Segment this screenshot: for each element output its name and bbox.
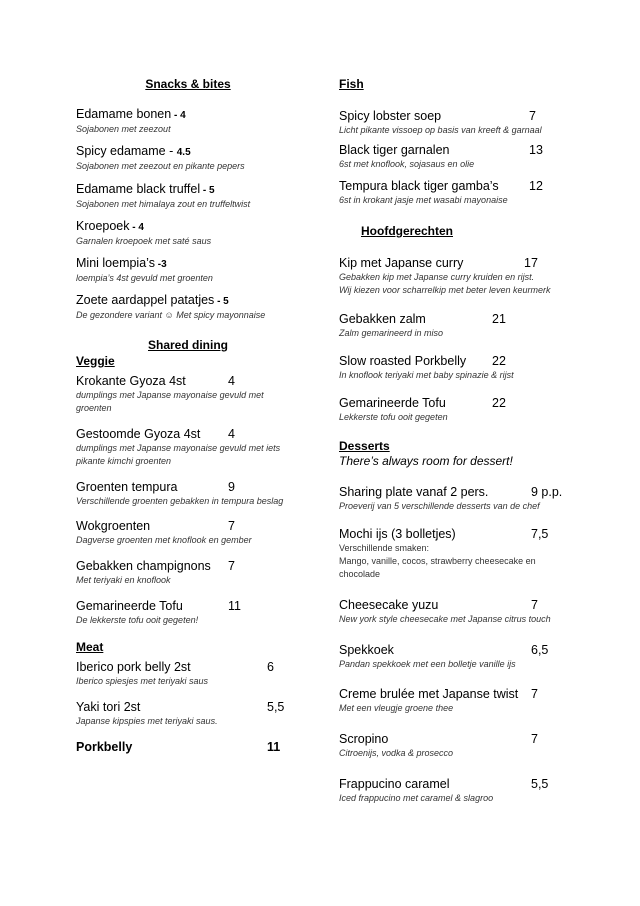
item-name: Iberico pork belly 2st (76, 660, 191, 674)
item-name: Spicy edamame - (76, 144, 177, 158)
item-name: Mini loempia’s (76, 256, 155, 270)
item-description: Mango, vanille, cocos, strawberry cheesecake en (339, 556, 536, 566)
item-price: 5,5 (531, 777, 549, 791)
item-name: Mochi ijs (3 bolletjes) (339, 527, 456, 541)
menu-item (76, 256, 213, 285)
item-description: pikante kimchi groenten (76, 456, 172, 466)
item-price: 7 (228, 519, 235, 533)
item-description: Sojabonen met zeezout (76, 124, 171, 134)
item-description: Iced frappucino met caramel & slagroo (339, 793, 494, 803)
menu-item (339, 109, 542, 137)
subheading-veggie: Veggie (76, 354, 115, 368)
item-description: In knoflook teriyaki met baby spinazie & rijst (339, 370, 514, 380)
item-price: 12 (529, 179, 543, 193)
item-price: 11 (228, 599, 241, 613)
menu-item (339, 354, 514, 382)
item-description: Iberico spiesjes met teriyaki saus (76, 676, 209, 686)
item-name: Gebakken zalm (339, 312, 426, 326)
item-description: Licht pikante vissoep op basis van kreeft & garnaal (339, 125, 542, 135)
item-price: 7 (531, 732, 538, 746)
item-name: Black tiger garnalen (339, 143, 450, 157)
item-description: Verschillende groenten gebakken in tempura beslag (76, 496, 284, 506)
item-description: Japanse kipspies met teriyaki saus. (76, 716, 218, 726)
section-heading-desserts: Desserts (339, 439, 390, 453)
section-heading-hoofdgerechten: Hoofdgerechten (360, 224, 454, 238)
item-name: Edamame black truffel (76, 182, 201, 196)
item-price: 21 (492, 312, 506, 326)
menu-item (76, 660, 274, 688)
item-description: Verschillende smaken: (339, 543, 430, 553)
menu-item (76, 740, 281, 755)
item-description: Pandan spekkoek met een bolletje vanille ijs (339, 659, 516, 669)
menu-item (339, 732, 538, 760)
item-name: Sharing plate vanaf 2 pers. (339, 485, 489, 499)
menu-item (76, 559, 235, 587)
menu-item (339, 687, 538, 715)
menu-item (339, 143, 543, 171)
item-name: Creme brulée met Japanse twist (339, 687, 519, 701)
menu-item (76, 700, 285, 728)
item-price: 11 (267, 740, 281, 754)
item-description: Garnalen kroepoek met saté saus (76, 236, 212, 246)
menu-item (339, 179, 543, 207)
item-name: Edamame bonen (76, 107, 172, 121)
menu-item (339, 396, 506, 424)
menu-item (76, 374, 264, 415)
item-price: 4.5 (176, 147, 191, 158)
item-description: 6st in krokant jasje met wasabi mayonaise (339, 195, 508, 205)
item-description: Gebakken kip met Japanse curry kruiden en rijst. (339, 272, 535, 282)
item-description: Sojabonen met himalaya zout en truffeltwist (76, 199, 251, 209)
item-name: Porkbelly (76, 740, 133, 754)
item-price: 22 (492, 396, 506, 410)
menu-item (339, 256, 551, 297)
item-name: Spicy lobster soep (339, 109, 442, 123)
item-name: Kip met Japanse curry (339, 256, 464, 270)
item-description: Dagverse groenten met knoflook en gember (76, 535, 252, 545)
item-price: - 5 (200, 185, 215, 196)
item-price: 9 p.p. (531, 485, 563, 499)
item-description: De lekkerste tofu ooit gegeten! (76, 615, 199, 625)
item-price: - 4 (171, 110, 186, 121)
item-description: New york style cheesecake met Japanse citrus touch (339, 614, 551, 624)
menu-item (76, 219, 211, 248)
menu-item (76, 293, 265, 322)
item-name: Krokante Gyoza 4st (76, 374, 186, 388)
item-description: Zalm gemarineerd in miso (339, 328, 444, 338)
item-price: -3 (154, 259, 167, 270)
item-description: De gezondere variant ☺ Met spicy mayonnaise (76, 310, 266, 320)
item-description: Lekkerste tofu ooit gegeten (339, 412, 448, 422)
item-description: Proeverij van 5 verschillende desserts van de chef (339, 501, 540, 511)
item-description: dumplings met Japanse mayonaise gevuld met (76, 390, 264, 400)
subheading-meat: Meat (76, 640, 104, 654)
item-description: Sojabonen met zeezout en pikante pepers (76, 161, 245, 171)
menu-item (339, 643, 549, 671)
item-name: Spekkoek (339, 643, 394, 657)
item-price: 7 (228, 559, 235, 573)
item-description: groenten (76, 403, 112, 413)
dessert-tagline: There’s always room for dessert! (339, 454, 513, 468)
item-description: 6st met knoflook, sojasaus en olie (339, 159, 475, 169)
item-price: 4 (228, 374, 235, 388)
item-description: chocolade (339, 569, 381, 579)
item-name: Gestoomde Gyoza 4st (76, 427, 201, 441)
menu-item (339, 312, 506, 340)
item-price: 5,5 (267, 700, 285, 714)
item-price: 7 (529, 109, 536, 123)
item-name: Gebakken champignons (76, 559, 211, 573)
menu-item (339, 777, 549, 805)
item-price: - 4 (129, 222, 144, 233)
menu-item (76, 599, 241, 627)
item-name: Cheesecake yuzu (339, 598, 439, 612)
item-price: - 5 (214, 296, 229, 307)
item-name: Groenten tempura (76, 480, 178, 494)
menu-item (76, 480, 283, 508)
item-price: 7,5 (531, 527, 549, 541)
section-heading-shared-dining: Shared dining (147, 338, 229, 352)
item-name: Wokgroenten (76, 519, 151, 533)
menu-item (76, 107, 186, 136)
item-price: 17 (524, 256, 538, 270)
item-name: Gemarineerde Tofu (339, 396, 446, 410)
menu-item (76, 182, 250, 211)
menu-item (76, 519, 252, 547)
item-name: Kroepoek (76, 219, 130, 233)
item-description: Citroenijs, vodka & prosecco (339, 748, 454, 758)
item-price: 9 (228, 480, 235, 494)
item-name: Gemarineerde Tofu (76, 599, 183, 613)
item-description: Wij kiezen voor scharrelkip met beter leven keurmerk (339, 285, 551, 295)
item-price: 7 (531, 598, 538, 612)
item-price: 7 (531, 687, 538, 701)
item-price: 13 (529, 143, 543, 157)
menu-item (339, 598, 551, 626)
item-price: 22 (492, 354, 506, 368)
menu-item (76, 144, 245, 173)
item-name: Tempura black tiger gamba’s (339, 179, 499, 193)
item-name: Slow roasted Porkbelly (339, 354, 467, 368)
item-name: Scropino (339, 732, 389, 746)
item-description: loempia’s 4st gevuld met groenten (76, 273, 213, 283)
item-description: dumplings met Japanse mayonaise gevuld met iets (76, 443, 281, 453)
item-name: Yaki tori 2st (76, 700, 141, 714)
menu-item (339, 485, 563, 513)
item-price: 4 (228, 427, 235, 441)
item-name: Frappucino caramel (339, 777, 450, 791)
menu-item (76, 427, 280, 468)
section-heading-snacks: Snacks & bites (145, 77, 231, 91)
section-heading-fish: Fish (339, 77, 364, 91)
item-description: Met een vleugje groene thee (339, 703, 454, 713)
item-price: 6,5 (531, 643, 549, 657)
menu-item (339, 527, 549, 581)
item-price: 6 (267, 660, 274, 674)
item-description: Met teriyaki en knoflook (76, 575, 171, 585)
item-name: Zoete aardappel patatjes (76, 293, 215, 307)
